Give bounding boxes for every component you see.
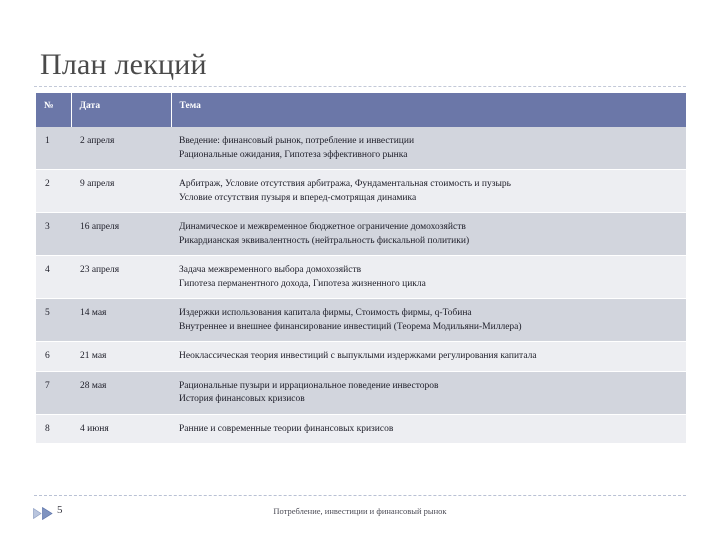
- slide-footer: [0, 500, 720, 526]
- table-body: [36, 127, 686, 444]
- cell-number: 5: [36, 299, 71, 342]
- topic-line-1: Издержки использования капитала фирмы, Стоимость фирмы, q-Тобина: [179, 308, 472, 318]
- topic-line-2: Внутреннее и внешнее финансирование инвестиций (Теорема Модильяни-Миллера): [179, 321, 522, 332]
- page-number: 5: [57, 504, 63, 516]
- cell-date: 4 июня: [71, 414, 171, 444]
- topic-line-2: Рикардианская эквивалентность (нейтральность фискальной политики): [179, 235, 470, 246]
- lecture-plan-table: [36, 93, 686, 444]
- cell-date: 2 апреля: [71, 127, 171, 170]
- cell-number: 1: [36, 127, 71, 170]
- table-row: [36, 299, 686, 342]
- cell-number: 6: [36, 342, 71, 372]
- page-title: План лекций: [40, 48, 207, 81]
- cell-date: 16 апреля: [71, 213, 171, 256]
- cell-date: 21 мая: [71, 342, 171, 372]
- cell-number: 8: [36, 414, 71, 444]
- cell-date: 28 мая: [71, 371, 171, 414]
- cell-date: 9 апреля: [71, 170, 171, 213]
- topic-line-1: Введение: финансовый рынок, потребление и инвестиции: [179, 136, 415, 146]
- cell-topic: [171, 213, 686, 256]
- table-row: [36, 256, 686, 299]
- cell-number: 3: [36, 213, 71, 256]
- column-header-topic: Тема: [171, 93, 686, 127]
- table-row: [36, 127, 686, 170]
- cell-number: 4: [36, 256, 71, 299]
- cell-topic: [171, 342, 686, 372]
- cell-topic: [171, 256, 686, 299]
- lecture-plan-table-container: [36, 93, 686, 444]
- column-header-number: №: [36, 93, 71, 127]
- footer-subtitle: Потребление, инвестиции и финансовый рынок: [273, 506, 447, 516]
- topic-line-1: Рациональные пузыри и иррациональное поведение инвесторов: [179, 380, 439, 391]
- topic-line-1: Арбитраж, Условие отсутствия арбитража, Фундаментальная стоимость и пузырь: [179, 179, 511, 189]
- topic-line-1: Неоклассическая теория инвестиций с выпуклыми издержками регулирования капитала: [179, 351, 537, 361]
- topic-line-1: Задача межвременного выбора домохозяйств: [179, 265, 362, 275]
- table-row: [36, 414, 686, 444]
- cell-topic: [171, 127, 686, 170]
- cell-topic: [171, 299, 686, 342]
- column-header-date: Дата: [71, 93, 171, 127]
- table-row: [36, 170, 686, 213]
- cell-topic: [171, 170, 686, 213]
- topic-line-1: Ранние и современные теории финансовых кризисов: [179, 423, 394, 434]
- cell-topic: [171, 414, 686, 444]
- table-row: [36, 213, 686, 256]
- topic-line-2: История финансовых кризисов: [179, 394, 305, 404]
- topic-line-2: Условие отсутствия пузыря и вперед-смотрящая динамика: [179, 192, 417, 203]
- cell-date: 23 апреля: [71, 256, 171, 299]
- cell-number: 7: [36, 371, 71, 414]
- title-divider: [34, 86, 686, 87]
- table-row: [36, 371, 686, 414]
- topic-line-2: Рациональные ожидания, Гипотеза эффективного рынка: [179, 149, 408, 160]
- topic-line-1: Динамическое и межвременное бюджетное ограничение домохозяйств: [179, 222, 466, 232]
- topic-line-2: Гипотеза перманентного дохода, Гипотеза жизненного цикла: [179, 278, 426, 289]
- table-row: [36, 342, 686, 372]
- cell-topic: [171, 371, 686, 414]
- cell-number: 2: [36, 170, 71, 213]
- cell-date: 14 мая: [71, 299, 171, 342]
- table-header-row: [36, 93, 686, 127]
- footer-divider: [34, 495, 686, 496]
- table-header: [36, 93, 686, 127]
